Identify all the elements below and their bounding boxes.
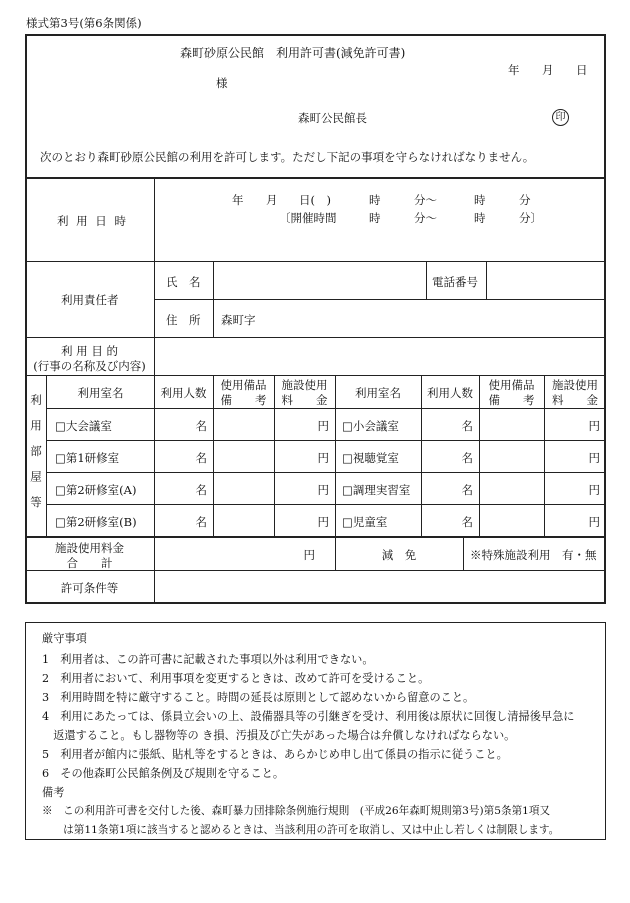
header-room-left: 利用室名 (77, 386, 124, 400)
ev-start-min: 分〜 (414, 211, 437, 225)
fee-unit: 円 (317, 515, 329, 529)
divider (463, 536, 464, 570)
people-unit: 名 (461, 419, 473, 433)
conditions-label: 許可条件等 (60, 581, 119, 595)
room-option[interactable]: □小会議室 (342, 419, 399, 433)
divider (25, 375, 606, 376)
ev-end-min: 分〕 (519, 211, 542, 225)
fee-unit: 円 (588, 515, 600, 529)
divider (25, 337, 606, 338)
people-unit: 名 (461, 515, 473, 529)
rooms-side-label: 利用部屋等 (29, 394, 43, 522)
note-item: 4 利用にあたっては、係員立会いの上、設備器具等の引継ぎを受け、利用後は原状に回復し清掃後早急に (42, 710, 575, 723)
form-title: 森町砂原公民館 利用許可書(減免許可書) (180, 46, 406, 60)
dt-year: 年 (232, 193, 244, 207)
divider (486, 261, 487, 299)
event-time-label: 〔開催時間 (279, 211, 337, 225)
header-people-left: 利用人数 (160, 386, 207, 400)
divider (25, 177, 606, 179)
fee-unit: 円 (588, 451, 600, 465)
room-option[interactable]: □調理実習室 (342, 483, 411, 497)
header-fee-left: 施設使用 (281, 378, 328, 392)
room-option[interactable]: □視聴覚室 (342, 451, 399, 465)
divider (46, 408, 606, 409)
fee-unit: 円 (317, 451, 329, 465)
people-unit: 名 (195, 419, 207, 433)
people-unit: 名 (195, 483, 207, 497)
dt-start-hour: 時 (369, 193, 381, 207)
note-item: 6 その他森町公民館条例及び規則を守ること。 (42, 767, 285, 780)
room-option[interactable]: □第2研修室(A) (55, 483, 137, 497)
dt-start-min: 分〜 (414, 193, 437, 207)
seal-mark: 印 (552, 109, 569, 126)
note-item: 1 利用者は、この許可書に記載された事項以外は利用できない。 (42, 653, 374, 666)
note-item: 5 利用者が館内に張紙、貼札等をするときは、あらかじめ申し出て係員の指示に従うこと。 (42, 748, 508, 761)
phone-label: 電話番号 (432, 275, 478, 289)
usage-datetime-label: 利 用 日 時 (57, 214, 128, 228)
date-day-label: 日 (576, 63, 588, 77)
issuer-name: 森町公民館長 (298, 111, 367, 125)
date-month-label: 月 (542, 63, 554, 77)
divider (46, 440, 606, 441)
dt-day: 日( ) (299, 193, 331, 207)
notes-title: 厳守事項 (42, 632, 87, 645)
divider (25, 261, 606, 262)
responsible-label: 利用責任者 (61, 293, 119, 307)
header-equipment-left: 使用備品 (220, 378, 267, 392)
divider (25, 536, 606, 538)
address-value: 森町字 (221, 313, 256, 327)
fee-unit: 円 (588, 419, 600, 433)
divider (154, 299, 606, 300)
divider (46, 504, 606, 505)
special-facility-note: ※特殊施設利用 有・無 (470, 548, 597, 562)
dt-end-min: 分 (519, 193, 531, 207)
room-option[interactable]: □児童室 (342, 515, 388, 529)
permit-statement: 次のとおり森町砂原公民館の利用を許可します。ただし下記の事項を守らなければなりません。 (40, 150, 535, 164)
room-option[interactable]: □第2研修室(B) (55, 515, 137, 529)
note-item: 返還すること。もし器物等の き損、汚損及び亡失があった場合は弁償しなければならない。 (42, 729, 516, 742)
room-option[interactable]: □大会議室 (55, 419, 112, 433)
note-item: 3 利用時間を特に厳守すること。時間の延長は原則として認めないから留意のこと。 (42, 691, 475, 704)
dt-month: 月 (266, 193, 278, 207)
people-unit: 名 (461, 451, 473, 465)
header-room-right: 利用室名 (355, 386, 401, 400)
header-equipment-right-sub: 備 考 (488, 393, 535, 407)
people-unit: 名 (461, 483, 473, 497)
fee-unit: 円 (588, 483, 600, 497)
fee-unit: 円 (317, 483, 329, 497)
header-people-right: 利用人数 (427, 386, 473, 400)
header-fee-right-sub: 料 金 (552, 393, 598, 407)
form-label: 様式第3号(第6条関係) (26, 16, 142, 30)
people-unit: 名 (195, 515, 207, 529)
remark-line: は第11条第1項に該当すると認めるときは、当該利用の許可を取消し、又は中止し若しくは制限します。 (42, 824, 560, 836)
purpose-label: 利 用 目 的 (61, 344, 118, 358)
date-year-label: 年 (508, 63, 520, 77)
ev-end-hour: 時 (474, 211, 486, 225)
total-sublabel: 合 計 (66, 556, 113, 570)
total-unit: 円 (303, 548, 315, 562)
header-equipment-left-sub: 備 考 (220, 393, 267, 407)
header-equipment-right: 使用備品 (488, 378, 535, 392)
ev-start-hour: 時 (369, 211, 381, 225)
addressee-suffix: 様 (216, 76, 228, 90)
dt-end-hour: 時 (474, 193, 486, 207)
divider (46, 472, 606, 473)
room-option[interactable]: □第1研修室 (55, 451, 120, 465)
reduction-label: 減 免 (381, 548, 417, 562)
note-item: 2 利用者において、利用事項を変更するときは、改めて許可を受けること。 (42, 672, 430, 685)
name-label: 氏 名 (166, 275, 201, 289)
people-unit: 名 (195, 451, 207, 465)
divider (25, 570, 606, 571)
address-label: 住 所 (166, 313, 201, 327)
header-fee-left-sub: 料 金 (281, 393, 328, 407)
remark-line: ※ この利用許可書を交付した後、森町暴力団排除条例施行規則 (平成26年森町規則第3号)第5条第1項又 (42, 805, 551, 817)
divider (426, 261, 427, 299)
header-fee-right: 施設使用 (552, 378, 598, 392)
total-label: 施設使用料金 (55, 541, 124, 555)
remarks-title: 備考 (42, 786, 65, 799)
fee-unit: 円 (317, 419, 329, 433)
purpose-sublabel: (行事の名称及び内容) (33, 359, 146, 373)
